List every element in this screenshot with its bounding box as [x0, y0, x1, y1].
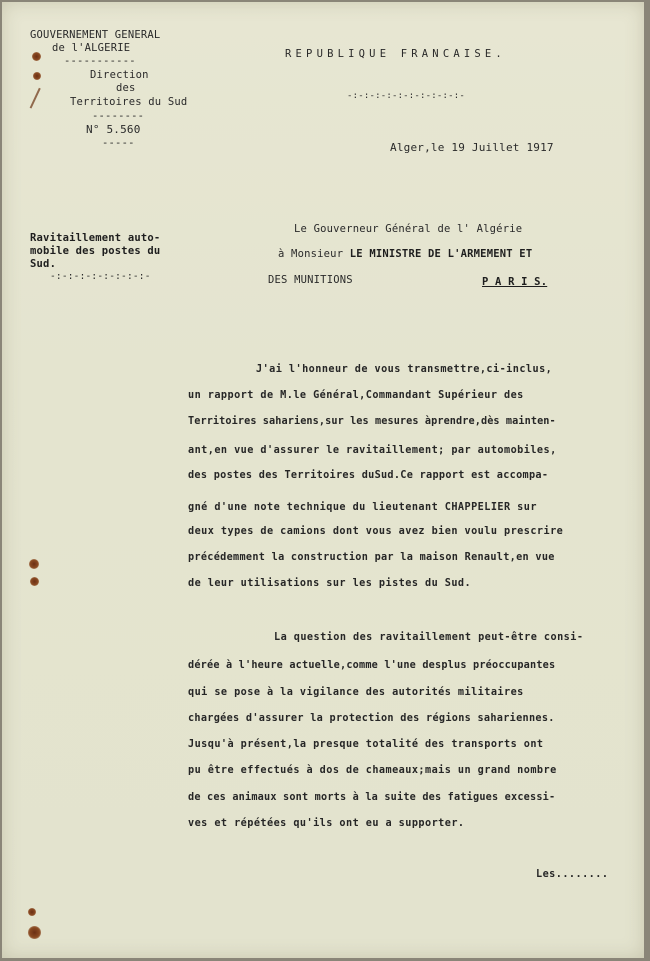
p2-line-2: dérée à l'heure actuelle,comme l'une desplus préoccupantes: [188, 660, 556, 671]
subject-line-1: Ravitaillement auto-: [30, 232, 161, 244]
rust-mark-3: [29, 559, 39, 569]
addressee-line-1: Le Gouverneur Général de l' Algérie: [294, 223, 523, 235]
header-rule-2: --------: [92, 110, 145, 122]
rust-mark-2: [33, 72, 41, 80]
ink-stroke: [30, 88, 45, 110]
header-gouvernement: GOUVERNEMENT GENERAL: [30, 29, 161, 41]
rust-mark-6: [28, 926, 41, 939]
p2-line-1: La question des ravitaillement peut-être consi-: [274, 632, 584, 643]
republic-ornament: -:-:-:-:-:-:-:-:-:-:-: [347, 91, 465, 101]
document-page: [2, 2, 644, 958]
catchword: Les........: [536, 869, 609, 880]
p2-line-8: ves et répétées qu'ils ont eu a supporter.: [188, 818, 465, 829]
addressee-line-2: [278, 248, 532, 260]
p1-line-9: de leur utilisations sur les pistes du Sud.: [188, 578, 472, 589]
p2-line-4: chargées d'assurer la protection des régions sahariennes.: [188, 713, 555, 724]
republique-francaise: REPUBLIQUE FRANCAISE.: [285, 48, 506, 60]
addressee-line-3: DES MUNITIONS: [268, 274, 353, 286]
p2-line-6: pu être effectués à dos de chameaux;mais un grand nombre: [188, 765, 557, 776]
p1-line-7: deux types de camions dont vous avez bien voulu prescrire: [188, 526, 564, 537]
header-rule-3: -----: [102, 137, 135, 149]
rust-mark-5: [28, 908, 36, 916]
rust-mark-1: [32, 52, 41, 61]
p1-line-2: un rapport de M.le Général,Commandant Supérieur des: [188, 390, 524, 401]
p2-line-7: de ces animaux sont morts à la suite des fatigues excessi-: [188, 792, 556, 803]
header-algerie: de l'ALGERIE: [52, 42, 131, 54]
addressee-city: P A R I S.: [482, 276, 548, 288]
subject-line-3: Sud.: [30, 258, 57, 270]
p1-line-6: gné d'une note technique du lieutenant CHAPPELIER sur: [188, 502, 537, 513]
addressee-minister: LE MINISTRE DE L'ARMEMENT ET: [349, 248, 533, 260]
rust-mark-4: [30, 577, 39, 586]
header-territoires: Territoires du Sud: [70, 96, 188, 108]
letter-date: Alger,le 19 Juillet 1917: [390, 141, 554, 154]
p1-line-1: J'ai l'honneur de vous transmettre,ci-inclus,: [256, 364, 553, 375]
p1-line-3: Territoires sahariens,sur les mesures àprendre,dès mainten-: [188, 416, 556, 427]
subject-line-2: mobile des postes du: [30, 245, 161, 257]
p2-line-3: qui se pose à la vigilance des autorités militaires: [188, 687, 524, 698]
header-rule-1: -----------: [64, 55, 136, 67]
p1-line-4: ant,en vue d'assurer le ravitaillement; par automobiles,: [188, 445, 557, 456]
header-des: des: [116, 82, 136, 94]
p2-line-5: Jusqu'à présent,la presque totalité des transports ont: [188, 739, 544, 750]
p1-line-8: précédemment la construction par la maison Renault,en vue: [188, 552, 555, 563]
header-number: N° 5.560: [86, 123, 141, 136]
subject-ornament: -:-:-:-:-:-:-:-:-: [50, 271, 151, 282]
header-direction: Direction: [90, 69, 149, 81]
p1-line-5: des postes des Territoires duSud.Ce rapport est accompa-: [188, 470, 549, 481]
addressee-prefix: à Monsieur: [278, 248, 350, 260]
